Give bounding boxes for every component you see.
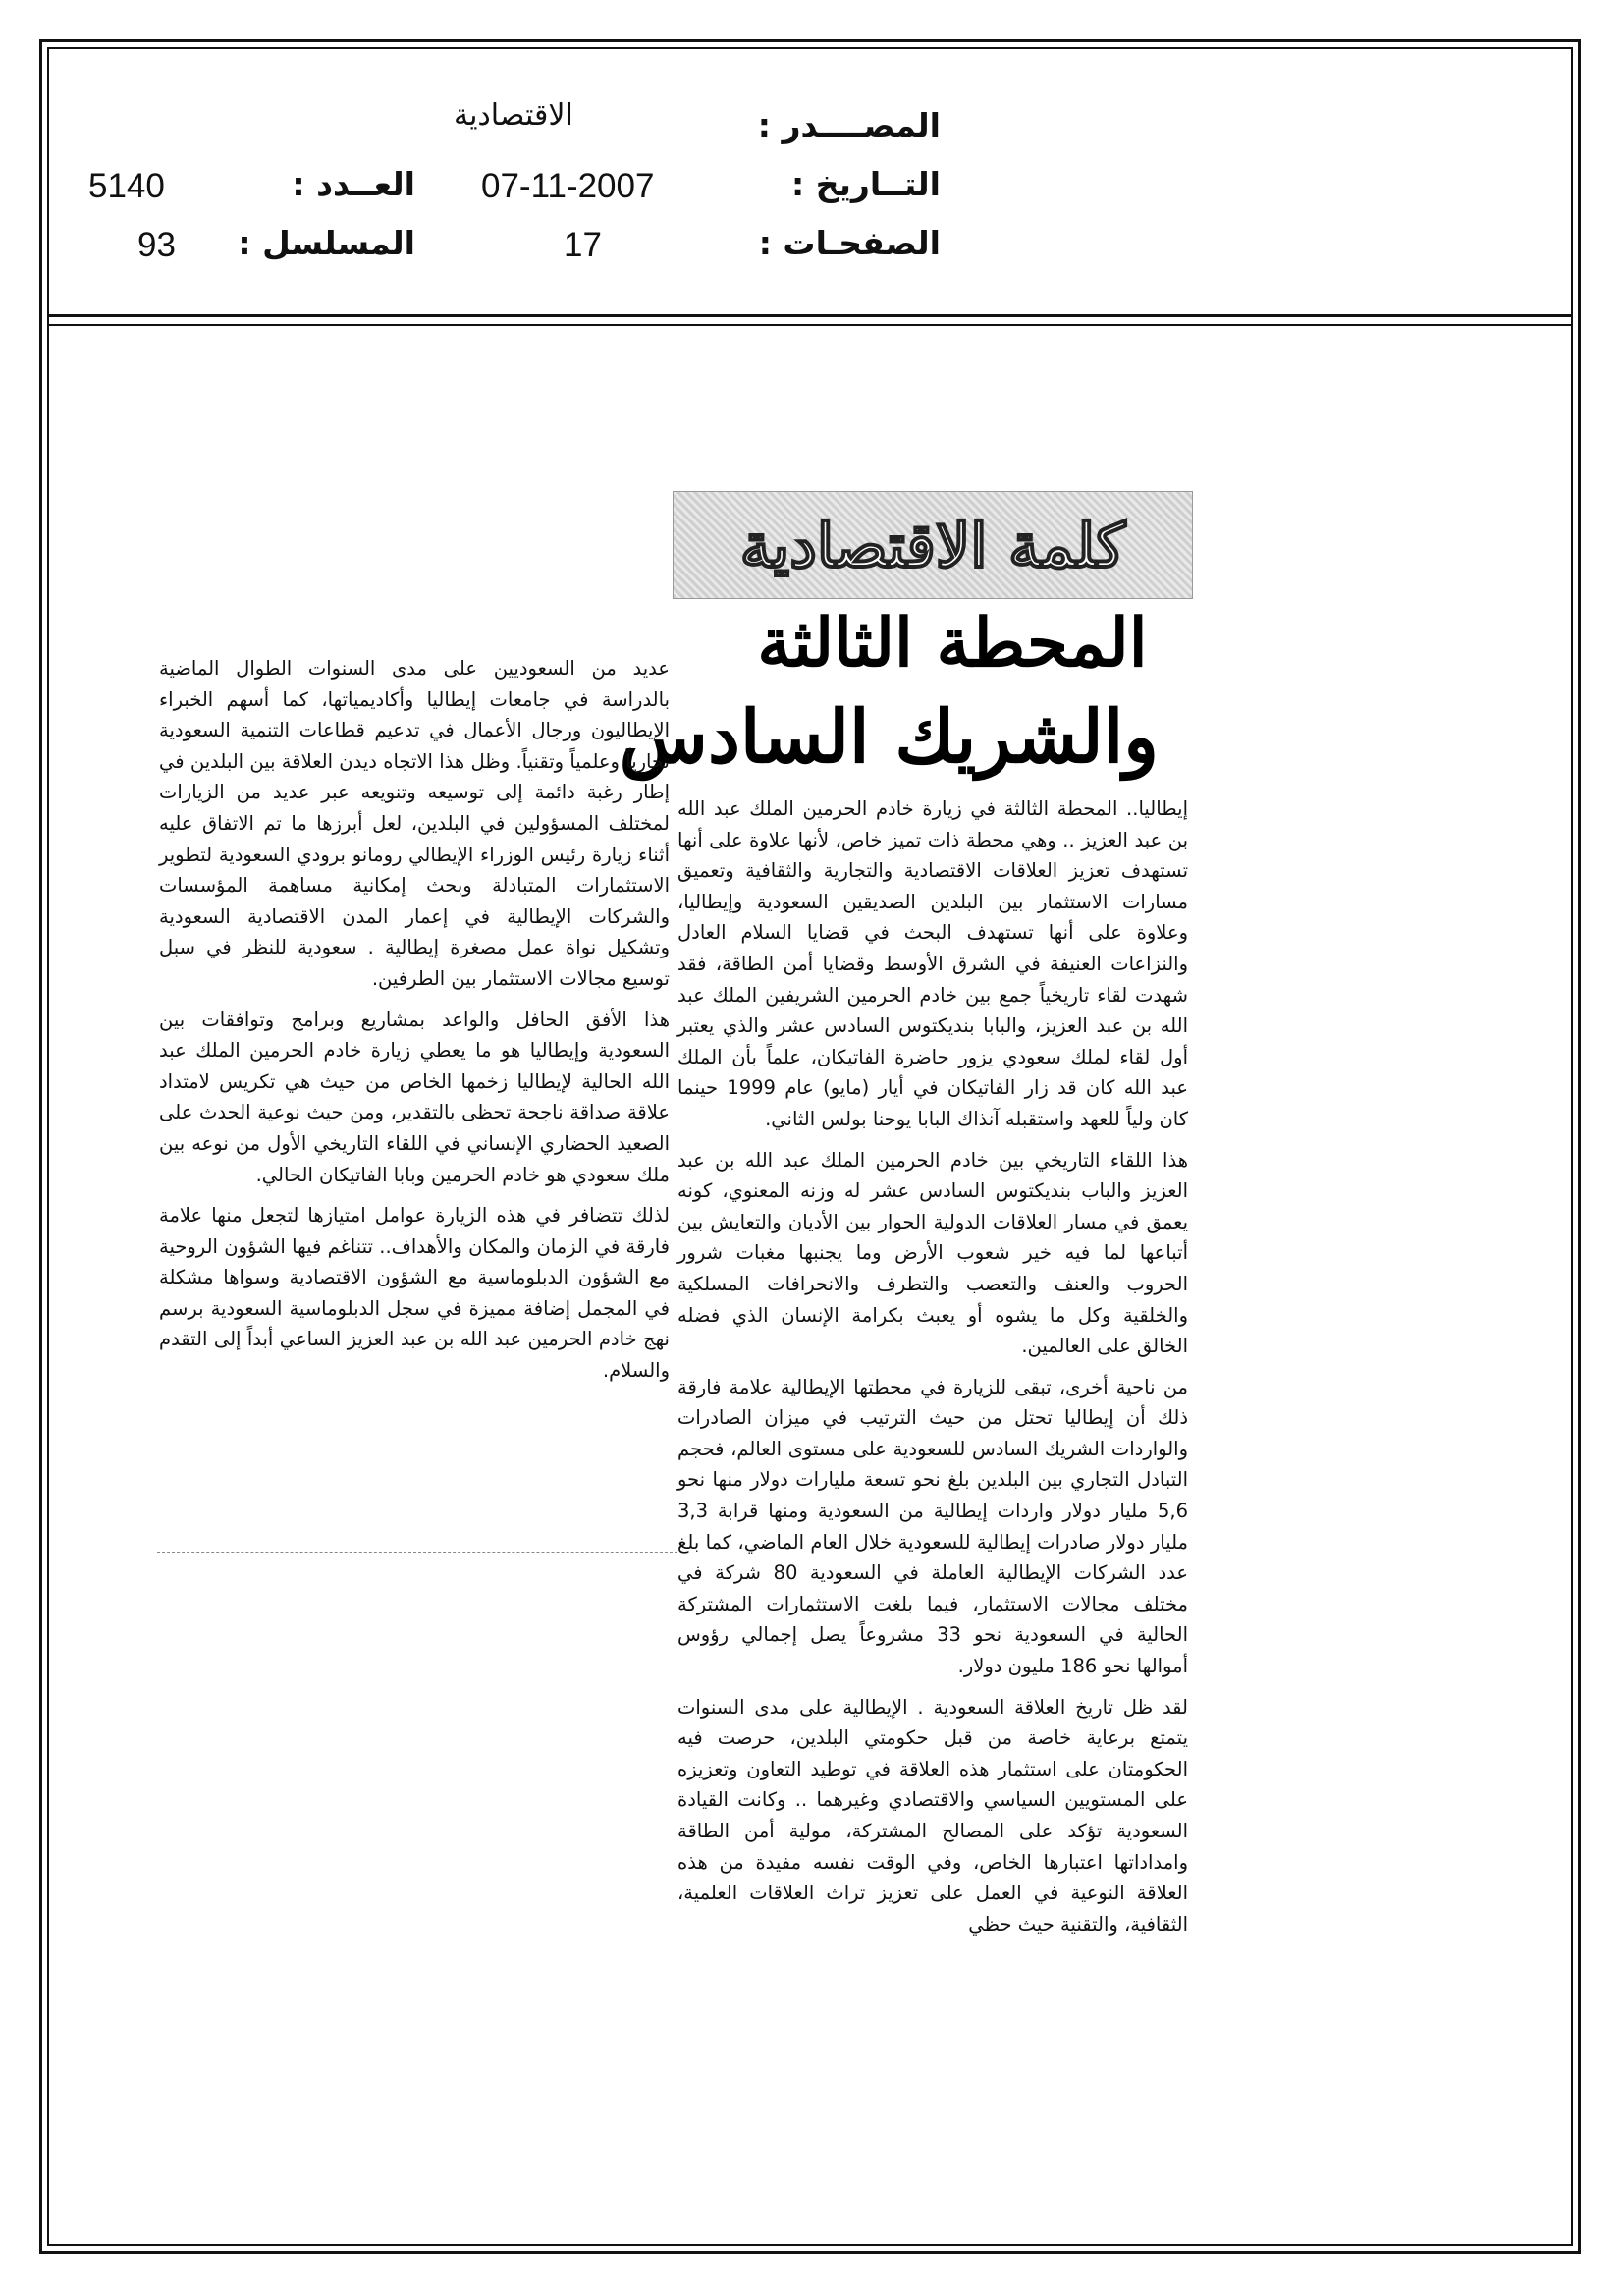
pages-value: 17 (564, 226, 602, 264)
article-left-column (159, 653, 670, 1387)
source-label: المصــــدر : (757, 106, 941, 144)
date-label: التــاريخ : (791, 165, 941, 203)
column-masthead-banner (673, 491, 1193, 599)
issue-label: العــدد : (292, 165, 415, 203)
paragraph: عديد من السعوديين على مدى السنوات الطوال الماضية بالدراسة في جامعات إيطاليا وأكاديمياتها، كما أسهم الخبراء الإيطاليون ورجال الأعمال في تدعيم قطاعات التنمية السعودية تجارياً وعلمياً وتقنياً. وظل هذا الاتجاه ديدن العلاقة بين البلدين في إطار رغبة دائمة إلى توسيعه وتنويعه عبر عديد من الزيارات لمختلف المسؤولين في البلدين، لعل أبرزها ما تم الاتفاق عليه أثناء زيارة رئيس الوزراء الإيطالي رومانو برودي السعودية لتطوير الاستثمارات المتبادلة وبحث إمكانية مساهمة المؤسسات والشركات الإيطالية في إعمار المدن الاقتصادية السعودية وتشكيل نواة عمل مصغرة إيطالية . سعودية للنظر في سبل توسيع مجالات الاستثمار بين الطرفين. (159, 657, 670, 990)
header-divider (47, 314, 1573, 317)
headline-line-1: المحطة الثالثة (757, 604, 1148, 683)
serial-label: المسلسل : (238, 224, 415, 262)
paragraph: من ناحية أخرى، تبقى للزيارة في محطتها الإيطالية علامة فارقة ذلك أن إيطاليا تحتل من حيث الترتيب في ميزان الصادرات والواردات الشريك السادس للسعودية على مستوى العالم، فحجم التبادل التجاري بين البلدين بلغ نحو تسعة مليارات دولار منها نحو 5,6 مليار دولار واردات إيطالية من السعودية ومنها قرابة 3,3 مليار دولار صادرات إيطالية للسعودية خلال العام الماضي، كما بلغ عدد الشركات الإيطالية العاملة في السعودية 80 شركة في مختلف مجالات الاستثمار، فيما بلغت الاستثمارات المشتركة الحالية في السعودية نحو 33 مشروعاً يصل إجمالي رؤوس أموالها نحو 186 مليون دولار. (677, 1375, 1188, 1678)
paragraph: لقد ظل تاريخ العلاقة السعودية . الإيطالية على مدى السنوات يتمتع برعاية خاصة من قبل حكومتي البلدين، حرصت فيه الحكومتان على استثمار هذه العلاقة في توطيد التعاون وتعزيزه على المستويين السياسي والاقتصادي وغيرهما .. وكانت القيادة السعودية تؤكد على المصالح المشتركة، مولية أمن الطاقة وامداداتها اعتبارها الخاص، وفي الوقت نفسه مفيدة من هذه العلاقة النوعية في العمل على تعزيز تراث العلاقات العلمية، الثقافية، والتقنية حيث حظي (677, 1695, 1188, 1936)
source-value: الاقتصادية (454, 98, 573, 133)
article-right-column (677, 793, 1188, 1940)
masthead-title: كلمة الاقتصادية (739, 509, 1126, 581)
paragraph: إيطاليا.. المحطة الثالثة في زيارة خادم الحرمين الملك عبد الله بن عبد العزيز .. وهي محطة ذات تميز خاص، لأنها علاوة على أنها تستهدف تعزيز العلاقات الاقتصادية والتجارية والثقافية وتعميق مسارات الاستثمار بين البلدين الصديقين السعودية وإيطاليا، وعلاوة على أنها تستهدف البحث في قضايا السلام العادل والنزاعات العنيفة في الشرق الأوسط وقضايا أمن الطاقة، فقد شهدت لقاء تاريخياً جمع بين خادم الحرمين الشريفين الملك عبد الله بن عبد العزيز، والبابا بنديكتوس السادس عشر والذي يعتبر أول لقاء لملك سعودي يزور حاضرة الفاتيكان، علماً بأن الملك عبد الله كان قد زار الفاتيكان في أيار (مايو) عام 1999 حينما كان ولياً للعهد واستقبله آنذاك البابا يوحنا بولس الثاني. (677, 797, 1188, 1130)
issue-value: 5140 (88, 167, 165, 205)
pages-label: الصفحـات : (758, 224, 941, 262)
paragraph: لذلك تتضافر في هذه الزيارة عوامل امتيازها لتجعل منها علامة فارقة في الزمان والمكان والأهداف.. تتناغم فيها الشؤون الروحية مع الشؤون الدبلوماسية مع الشؤون الاقتصادية وسواها مشكلة في المجمل إضافة مميزة في سجل الدبلوماسية السعودية برسم نهج خادم الحرمين عبد الله بن عبد العزيز الساعي أبداً إلى التقدم والسلام. (159, 1204, 670, 1383)
paragraph: هذا الأفق الحافل والواعد بمشاريع وبرامج وتوافقات بين السعودية وإيطاليا هو ما يعطي زيارة خادم الحرمين الملك عبد الله الحالية لإيطاليا زخمها الخاص من حيث هي تكريس لامتداد علاقة صداقة ناجحة تحظى بالتقدير، ومن حيث نوعية الحدث على الصعيد الحضاري الإنساني في اللقاء التاريخي الأول من نوعه بين ملك سعودي هو خادم الحرمين وبابا الفاتيكان الحالي. (159, 1008, 670, 1186)
date-value: 07-11-2007 (481, 167, 655, 205)
clipping-edge (157, 1552, 677, 1553)
headline-line-2: والشريك السادس (619, 695, 1159, 780)
serial-value: 93 (137, 226, 176, 264)
paragraph: هذا اللقاء التاريخي بين خادم الحرمين الملك عبد الله بن عبد العزيز والباب بنديكتوس السادس عشر له وزنه المعنوي، كونه يعمق في مسار العلاقات الدولية الحوار بين الأديان والتعايش بين أتباعها لما فيه خير شعوب الأرض وما يجنبها مغبات شرور الحروب والعنف والتعصب والتطرف والانحرافات المسلكية والخلقية وكل ما يشوه أو يعبث بكرامة الإنسان الذي فضله الخالق على العالمين. (677, 1148, 1188, 1358)
header-divider-inner (47, 324, 1573, 326)
